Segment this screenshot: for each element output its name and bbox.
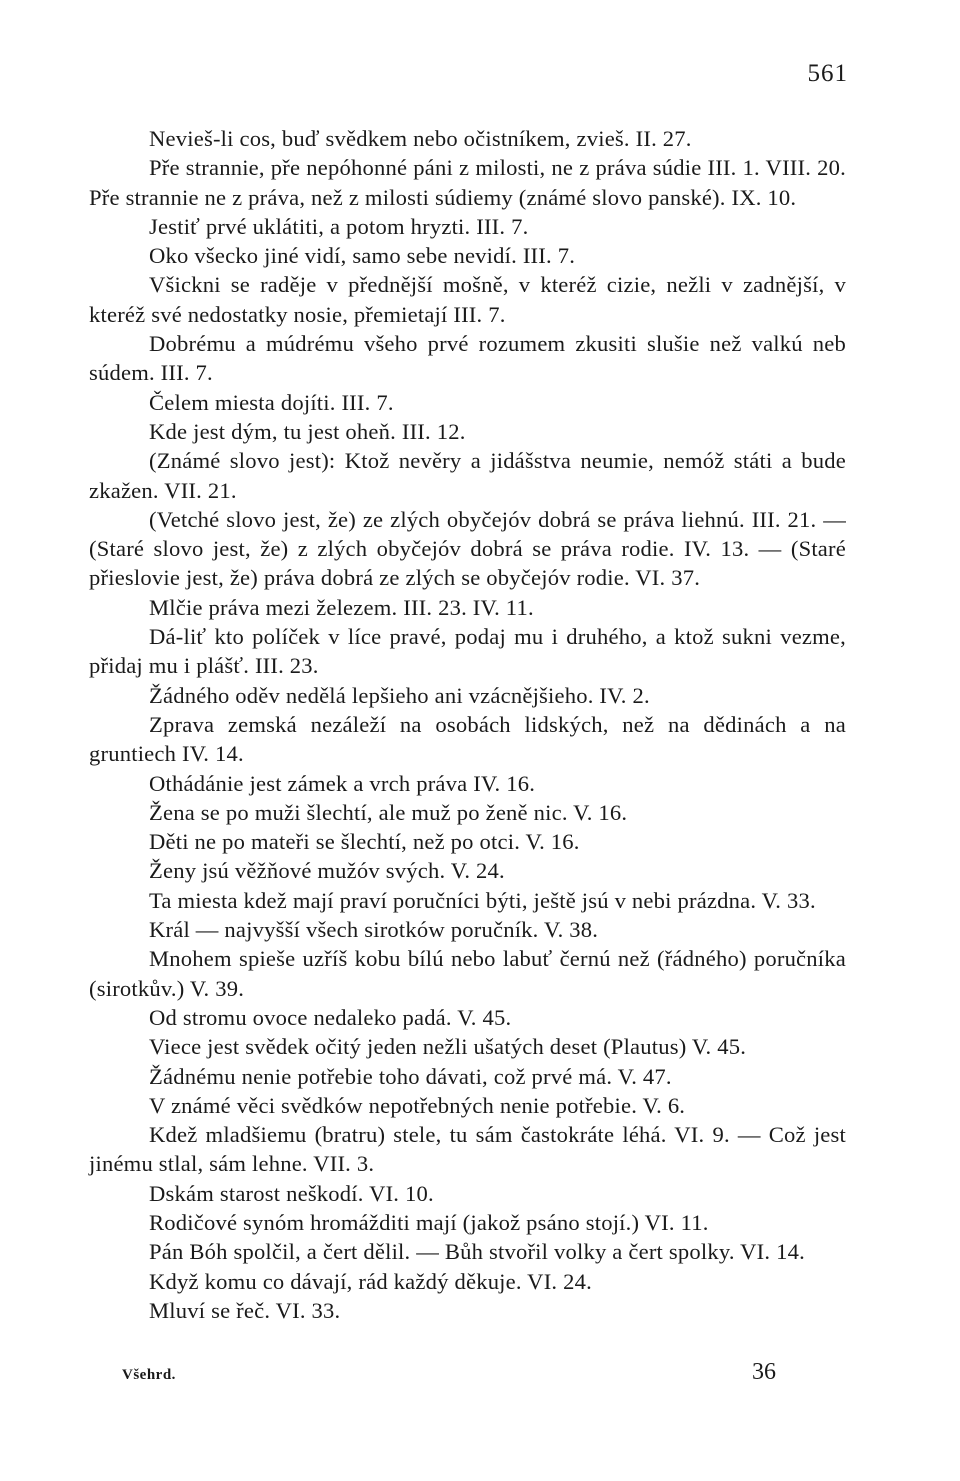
proverb-paragraph: Nevieš-li cos, buď svědkem nebo očistníkem, zvieš. II. 27. xyxy=(149,126,692,151)
proverb-paragraph: Kdež mladšiemu (bratru) stele, tu sám častokráte léhá. VI. 9. — Což jest jinému stlal, sám lehne. VII. 3. xyxy=(89,1122,846,1177)
proverb-paragraph: Mnohem spieše uzříš kobu bílú nebo labuť černú než (řádného) poručníka (sirotkův.) V. 39. xyxy=(89,946,846,1001)
proverb-paragraph: Othádánie jest zámek a vrch práva IV. 16. xyxy=(149,770,536,796)
proverb-paragraph: Ženy jsú věžňové mužóv svých. V. 24. xyxy=(149,858,505,884)
proverb-paragraph: (Vetché slovo jest, že) ze zlých obyčejóv dobrá se práva liehnú. III. 21. — (Staré slovo jest, že) z zlých obyčejóv dobrá se práva rodie. IV. 13. — (Staré přieslovie jest, že) práva dobrá ze zlých se obyčejóv rodie. VI. 37. xyxy=(89,506,846,591)
proverb-paragraph: Dobrému a múdrému všeho prvé rozumem zkusiti slušie než valkú neb súdem. III. 7. xyxy=(89,331,846,386)
proverb-paragraph: Viece jest svědek očitý jeden nežli ušatých deset (Plautus) V. 45. xyxy=(149,1034,747,1060)
proverb-paragraph: Žádného oděv nedělá lepšieho ani vzácnějšieho. IV. 2. xyxy=(149,682,650,708)
proverb-list xyxy=(89,124,846,1325)
proverb-paragraph: Oko všecko jiné vidí, samo sebe nevidí. III. 7. xyxy=(149,243,576,269)
proverb-paragraph: Všickni se raděje v přednější mošně, v kteréž cizie, nežli v zadnější, v kteréž své nedostatky nosie, přemietají III. 7. xyxy=(89,272,846,327)
proverb-paragraph: Zprava zemská nezáleží na osobách lidských, než na dědinách a na gruntiech IV. 14. xyxy=(89,711,846,767)
proverb-paragraph: Když komu co dávají, rád každý děkuje. VI. 24. xyxy=(149,1268,592,1294)
proverb-paragraph: Mluví se řeč. VI. 33. xyxy=(149,1297,341,1323)
proverb-paragraph: Dá-liť kto políček v líce pravé, podaj mu i druhého, a ktož sukni vezme, přidaj mu i plášť. III. 23. xyxy=(89,624,846,679)
proverb-paragraph: V známé věci svědków nepotřebných nenie potřebie. V. 6. xyxy=(149,1092,686,1118)
proverb-paragraph: Od stromu ovoce nedaleko padá. V. 45. xyxy=(149,1004,512,1030)
proverb-paragraph: Pře strannie, pře nepóhonné páni z milosti, ne z práva súdie III. 1. VIII. 20. Pře strannie ne z práva, než z milosti súdiemy (známé slovo panské). IX. 10. xyxy=(89,155,846,210)
proverb-paragraph: Král — najvyšší všech sirotków poručník. V. 38. xyxy=(149,917,599,943)
proverb-paragraph: Mlčie práva mezi železem. III. 23. IV. 11. xyxy=(149,594,534,620)
signature-mark: Všehrd. xyxy=(122,1367,176,1383)
page-footer xyxy=(122,1359,776,1386)
proverb-paragraph: Děti ne po mateři se šlechtí, než po otci. V. 16. xyxy=(149,829,580,855)
proverb-paragraph: Jestiť prvé uklátiti, a potom hryzti. III. 7. xyxy=(149,213,529,239)
proverb-paragraph: Rodičové synóm hromážditi mají (jakož psáno stojí.) VI. 11. xyxy=(149,1209,709,1235)
proverb-paragraph: Žena se po muži šlechtí, ale muž po ženě nic. V. 16. xyxy=(149,799,628,825)
page-number: 561 xyxy=(807,60,848,87)
proverb-paragraph: Dskám starost neškodí. VI. 10. xyxy=(149,1180,434,1206)
proverb-paragraph: Čelem miesta dojíti. III. 7. xyxy=(149,389,394,415)
proverb-paragraph: (Známé slovo jest): Ktož nevěry a jidášstva neumie, nemóž státi a bude zkažen. VII. 21. xyxy=(89,448,846,503)
proverb-paragraph: Žádnému nenie potřebie toho dávati, což prvé má. V. 47. xyxy=(149,1063,672,1089)
proverb-paragraph: Ta miesta kdež mají praví poručníci býti, ještě jsú v nebi prázdna. V. 33. xyxy=(149,887,816,913)
sheet-number: 36 xyxy=(752,1359,776,1385)
proverb-paragraph: Pán Bóh spolčil, a čert dělil. — Bůh stvořil volky a čert spolky. VI. 14. xyxy=(149,1239,805,1265)
proverb-paragraph: Kde jest dým, tu jest oheň. III. 12. xyxy=(149,418,466,444)
